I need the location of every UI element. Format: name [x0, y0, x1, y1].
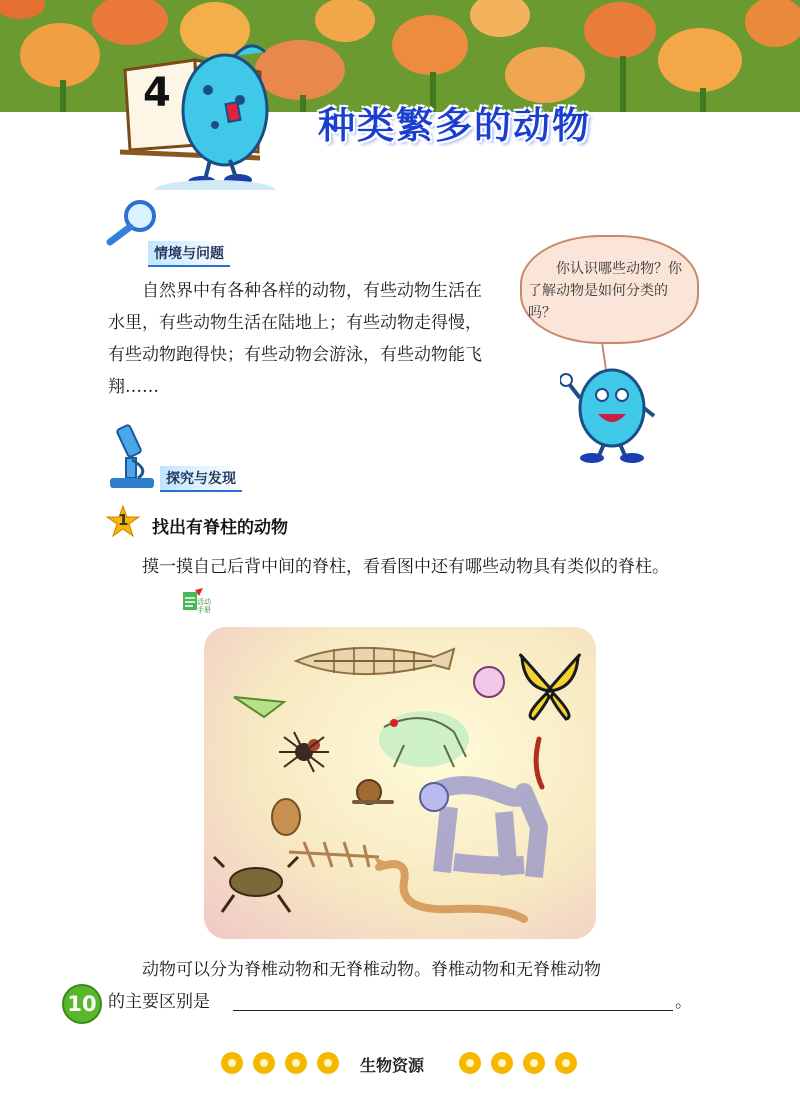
earthworm: [536, 739, 542, 787]
page-number-badge: 10: [62, 984, 102, 1024]
answer-blank[interactable]: [233, 1010, 673, 1011]
cat-skeleton: [420, 783, 539, 877]
frog-skeleton: [379, 711, 469, 767]
scenario-paragraph: 自然界中有各种各样的动物，有些动物生活在水里，有些动物生活在陆地上；有些动物走得慢，有些动物跑得快；有些动物会游泳，有些动物能飞翔……: [108, 281, 482, 397]
crab: [214, 857, 298, 912]
footer-label: 生物资源: [360, 1056, 425, 1075]
speech-bubble-text: 你认识哪些动物？你了解动物是如何分类的吗？: [528, 261, 682, 321]
grasshopper: [234, 697, 284, 717]
question-line-1: 动物可以分为脊椎动物和无脊椎动物。脊椎动物和无脊椎动物: [142, 960, 601, 980]
activity-number: 1: [118, 511, 129, 529]
section-heading-explore: 探究与发现: [160, 466, 242, 492]
section-heading-scenario: 情境与问题: [148, 241, 230, 267]
chapter-number: 4: [143, 70, 171, 116]
activity-title: 找出有脊柱的动物: [152, 518, 288, 538]
microscope-icon: [104, 420, 164, 495]
bird-skeleton: [474, 667, 504, 697]
activity-handbook-link[interactable]: [181, 588, 217, 616]
question-line-2-prefix: 的主要区别是: [108, 992, 210, 1012]
murex-shell: [289, 842, 379, 867]
snail: [354, 780, 392, 804]
chapter-title: 种类繁多的动物: [318, 104, 591, 147]
spider: [279, 732, 329, 772]
animals-figure: [204, 627, 596, 939]
mascot-book-illustration: [110, 40, 300, 190]
seashell: [272, 799, 300, 835]
activity-paragraph: 摸一摸自己后背中间的脊柱，看看图中还有哪些动物具有类似的脊柱。: [142, 557, 669, 577]
butterfly: [521, 655, 580, 719]
fish-skeleton: [296, 647, 454, 675]
question-line-2-suffix: 。: [675, 992, 692, 1012]
handbook-label: 活动手册: [197, 598, 211, 614]
mascot-pointing-image: [560, 340, 660, 465]
